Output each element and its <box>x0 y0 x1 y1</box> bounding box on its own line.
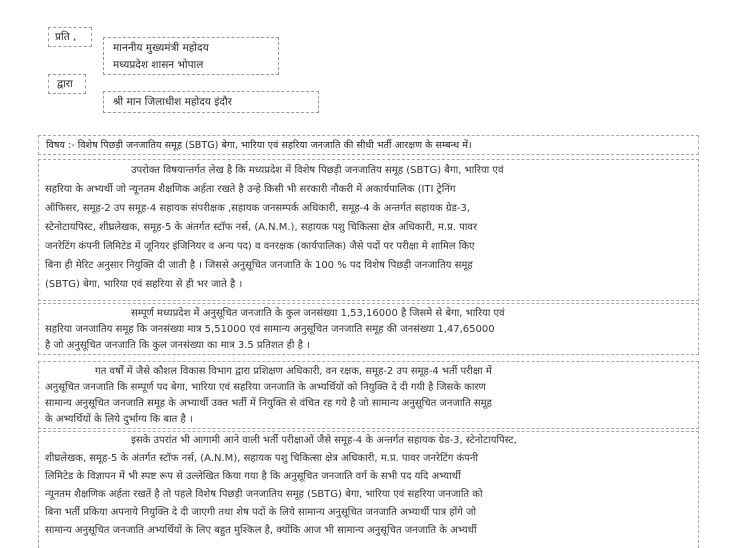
paragraph-1 <box>38 159 699 301</box>
para1-line: सहरिया के अभ्यर्थी जो न्यूनतम शैक्षणिक अर्हता रखते है उन्हे किसी भी सरकारी नौकरी में अकार्यपालिक (ITI ट्रेनिंग <box>45 184 456 195</box>
para3-line: गत वर्षों में जैसे कौशल विकास विभाग द्वारा प्रशिक्षण अधिकारी, वन रक्षक, समूह-2 उप समूह-4 भर्ती परीक्षा में <box>95 366 492 377</box>
para4-line: सामान्य अनुसूचित जनजाति अभ्यर्थियों के लिए बहुत मुश्किल है, क्योंकि आज भी सामान्य अनुसूचित जनजाति के अभ्यर्थी <box>45 525 477 536</box>
para1-line: ऑफिसर, समूह-2 उप समूह-4 सहायक संपरीक्षक ,सहायक जनसम्पर्क अधिकारी, समूह-4 के अन्तर्गत सहायक ग्रेड-3, <box>45 203 471 214</box>
para2-line: सहरिया जनजातिय समूह कि जनसंख्या मात्र 5,51000 एवं सामान्य अनुसूचित जनजाति समूह की जनसंख्या 1,47,65000 <box>45 324 495 335</box>
para1-line: (SBTG) बेगा, भारिया एवं सहरिया से ही भर जाते है । <box>45 279 243 290</box>
via-label: द्वारा <box>57 78 73 90</box>
para4-line: लिमिटेड के विज्ञापन में भी स्पष्ट रूप से उल्लेखित किया गया है कि अनुसूचित जनजाति वर्ग के सभी पद यदि अभ्यार्थी <box>45 471 461 482</box>
subject-line: विषय :- विशेष पिछड़ी जनजातिय समूह (SBTG) बेगा, भारिया एवं सहरिया जनजाति की सीधी भर्ती आरक्षण के सम्बन्ध में। <box>46 140 472 151</box>
paragraph-4 <box>38 431 699 548</box>
para3-line: के अभ्यर्थियों के लिये दुर्भाग्य कि बात है । <box>45 414 193 425</box>
para4-line: न्यूनतम शैक्षणिक अर्हता रखतें है तो पहले विशेष पिछड़ी जनजातिय समूह (SBTG) बेगा, भारिया एवं सहरिया जनजाति को <box>45 489 483 500</box>
via-line: श्री मान जिलाधीश महोदय इंदौर <box>113 96 232 108</box>
para1-line: जनरेटिंग कंपनी लिमिटेड में जूनियर इंजिनियर व अन्य पद) व वनरक्षक (कार्यपालिक) जैसे पदों पर परीक्षा मे शामिल किए <box>45 241 475 252</box>
para2-line: है जो अनुसूचित जनजाति कि कुल जनसंख्या का मात्र 3.5 प्रतिशत ही है । <box>45 340 310 351</box>
recipient-line2: मध्यप्रदेश शासन भोपाल <box>113 59 204 71</box>
para4-line: शीघ्रलेखक, समूह-5 के अंतर्गत स्टॉफ नर्स, (A.N.M), सहायक पशु चिकित्सा क्षेत्र अधिकारी, म.प्र. पावर जनरेटिंग कंपनी <box>45 453 479 464</box>
recipient-line1: माननीय मुख्यमंत्री महोदय <box>113 42 209 54</box>
para3-line: अनुसूचित जनजाति कि सम्पूर्ण पद बेगा, भारिया एवं सहरिया जनजाति के अभ्यर्थियों को नियुक्ति दे दी गयी है जिसके कारण <box>45 382 486 393</box>
para3-line: सामान्य अनुसूचित जनजाति समूह के अभ्यार्थी उक्त भर्ती में नियुक्ति से वंचित रह गये है जो सामान्य अनुसूचित जनजाति समूह <box>45 398 492 409</box>
para1-line: बिना ही मेरिट अनुसार नियुक्ति दी जाती है । जिससे अनुसूचित जनजाति के 100 % पद विशेष पिछड़ी जनजातिय समूह <box>45 260 473 271</box>
paragraph-2 <box>38 303 699 355</box>
para4-line: बिना भर्ती प्रकिया अपनाये नियुक्ति दे दी जाएगी तथा शेष पदों के लिये सामान्य अनुसूचित जनजाति अभ्यार्थी पात्र होंगे जो <box>45 507 477 518</box>
para4-line: इसके उपरांत भी आगामी आने वाली भर्ती परीक्षाओं जैसे समूह-4 के अन्तर्गत सहायक ग्रेड-3, स्टेनोटायपिस्ट, <box>131 435 517 446</box>
paragraph-3 <box>38 361 699 429</box>
para1-line: उपरोक्त विषयान्तर्गत लेख है कि मध्यप्रदेश में विशेष पिछड़ी जनजातिय समूह (SBTG) बैगा, भारिया एवं <box>131 165 504 176</box>
to-label: प्रति , <box>55 31 77 43</box>
para2-line: सम्पूर्ण मध्यप्रदेश में अनुसूचित जनजाति के कुल जनसंख्या 1,53,16000 है जिसमे से बेगा, भारिया एवं <box>131 308 505 319</box>
para1-line: स्टेनोटायपिस्ट, शीघ्रलेखक, समूह-5 के अंतर्गत स्टॉफ नर्स, (A.N.M.), सहायक पशु चिकित्सा क्षेत्र अधिकारी, म.प्र. पावर <box>45 222 478 233</box>
